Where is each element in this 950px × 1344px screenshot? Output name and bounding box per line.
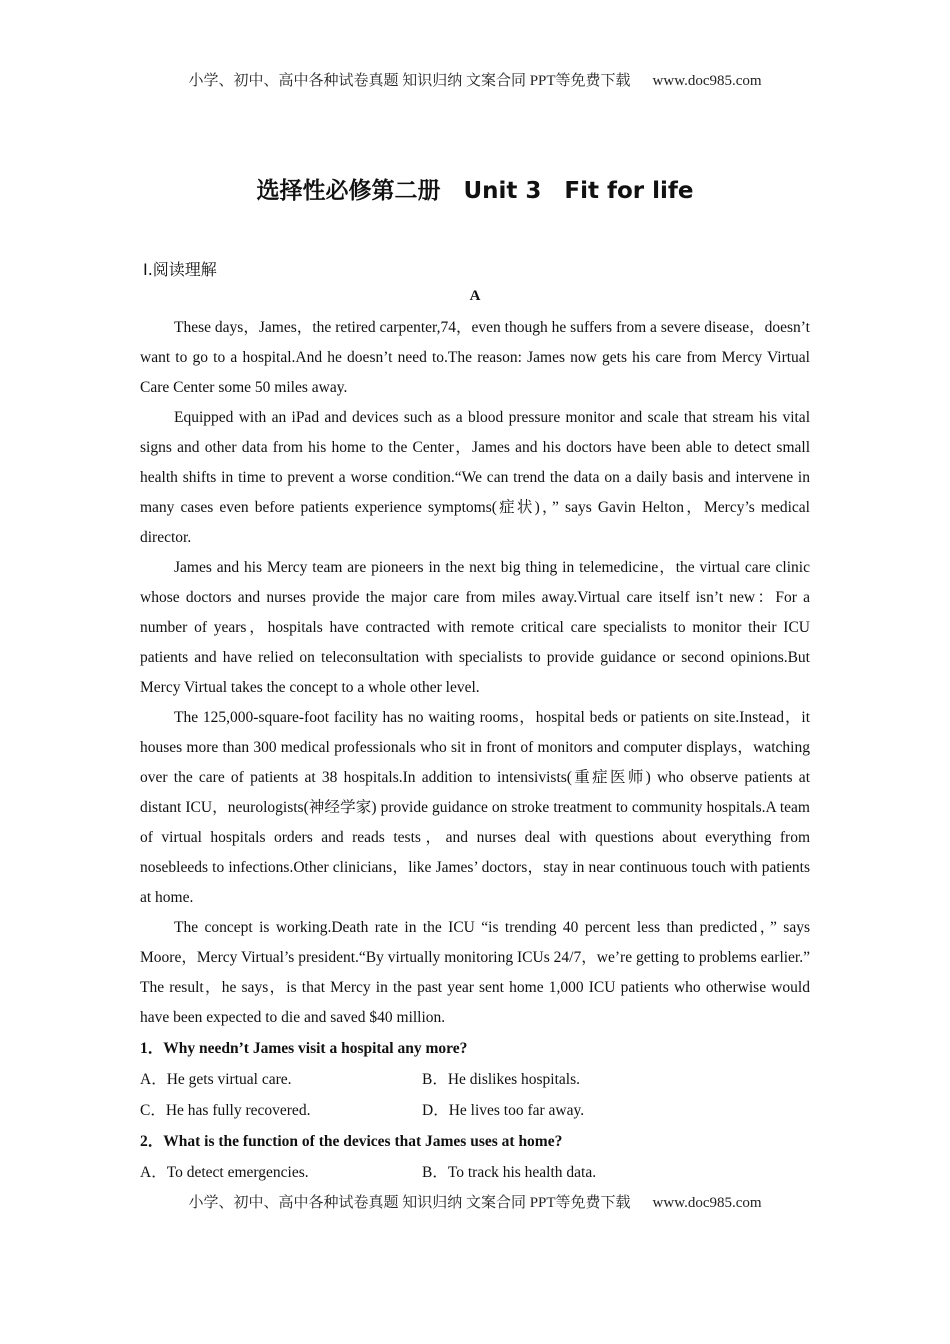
question-1-option-d[interactable]: D．He lives too far away. [422, 1102, 585, 1119]
question-1-option-b[interactable]: B．He dislikes hospitals. [422, 1071, 581, 1088]
passage-label: A [469, 288, 481, 304]
question-1-options-row-2 [140, 1095, 810, 1126]
question-2-option-a[interactable]: A．To detect emergencies. [140, 1164, 309, 1181]
footer-text: 小学、初中、高中各种试卷真题 知识归纳 文案合同 PPT等免费下载 [188, 1195, 631, 1211]
question-1-option-a[interactable]: A．He gets virtual care. [140, 1071, 292, 1088]
footer-url[interactable]: www.doc985.com [652, 1195, 762, 1211]
question-2-options-row-1 [140, 1157, 810, 1188]
reading-passage [140, 313, 810, 1033]
question-2-option-b[interactable]: B．To track his health data. [422, 1164, 597, 1181]
passage-paragraph-4: The 125,000-square-foot facility has no waiting rooms，hospital beds or patients on site.Instead，it houses more than 300 medical professionals who sit in front of monitors and computer displays，watching over the care of patients at 38 hospitals.In addition to intensivists(重症医师) who observe patients at distant ICU，neurologists(神经学家) provide guidance on stroke treatment to community hospitals.A team of virtual hospitals orders and reads tests，and nurses deal with questions about everything from nosebleeds to infections.Other clinicians，like James’ doctors，stay in near continuous touch with patients at home. [140, 709, 810, 906]
question-1-option-c[interactable]: C．He has fully recovered. [140, 1102, 311, 1119]
page-footer [0, 1191, 950, 1212]
header-url[interactable]: www.doc985.com [652, 73, 762, 89]
header-text: 小学、初中、高中各种试卷真题 知识归纳 文案合同 PPT等免费下载 [188, 73, 631, 89]
question-1-stem: 1．Why needn’t James visit a hospital any more? [140, 1040, 468, 1057]
page-title: 选择性必修第二册 Unit 3 Fit for life [256, 178, 694, 204]
question-1-options-row-1 [140, 1064, 810, 1095]
page-header [0, 69, 950, 90]
passage-paragraph-3: James and his Mercy team are pioneers in the next big thing in telemedicine，the virtual care clinic whose doctors and nurses provide the major care from miles away.Virtual care itself isn’t new：For a number of years，hospitals have contracted with remote critical care specialists to monitor their ICU patients and have relied on teleconsultation with specialists to provide guidance or second opinions.But Mercy Virtual takes the concept to a whole other level. [140, 559, 810, 696]
passage-paragraph-2: Equipped with an iPad and devices such as a blood pressure monitor and scale that stream his vital signs and other data from his home to the Center，James and his doctors have been able to detect small health shifts in time to prevent a worse condition.“We can trend the data on a daily basis and intervene in many cases even before patients experience symptoms(症状)，” says Gavin Helton，Mercy’s medical director. [140, 409, 810, 546]
section-heading: Ⅰ.阅读理解 [143, 260, 217, 279]
passage-paragraph-5: The concept is working.Death rate in the ICU “is trending 40 percent less than predicted，” says Moore，Mercy Virtual’s president.“By virtually monitoring ICUs 24/7，we’re getting to problems earlier.” The result，he says，is that Mercy in the past year sent home 1,000 ICU patients who otherwise would have been expected to die and saved $40 million. [140, 919, 810, 1026]
question-2-stem: 2．What is the function of the devices that James uses at home? [140, 1133, 563, 1150]
question-list [140, 1033, 810, 1188]
passage-paragraph-1: These days，James，the retired carpenter,74，even though he suffers from a severe disease，doesn’t want to go to a hospital.And he doesn’t need to.The reason: James now gets his care from Mercy Virtual Care Center some 50 miles away. [140, 319, 810, 396]
